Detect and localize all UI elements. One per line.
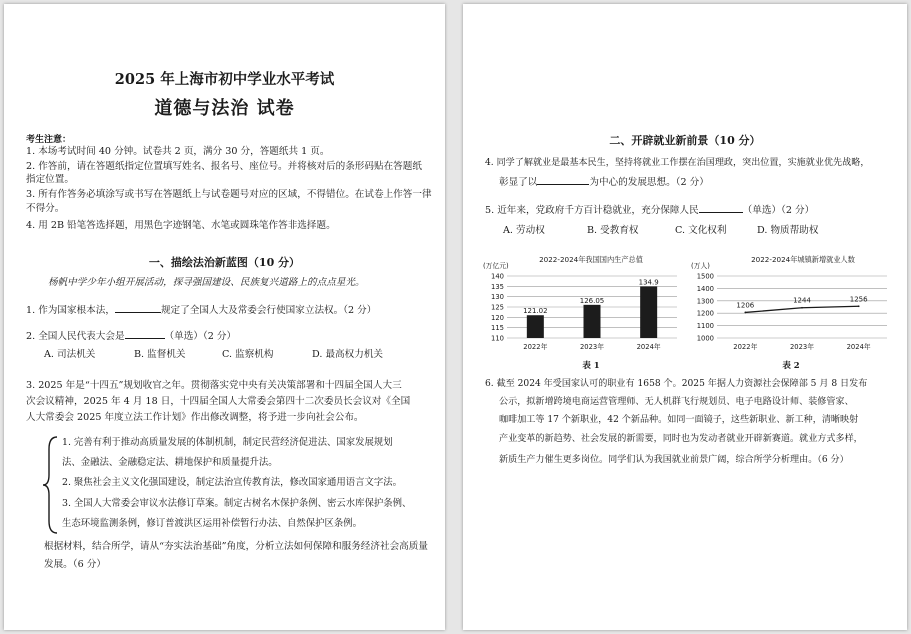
question-6-line-4: 产业变革的新趋势、社会发展的新需要，同时也为发动者就业开辟新赛道。就业方式多样， (499, 434, 863, 444)
c1-ytick-label: 115 (491, 324, 504, 333)
c2-ytick-label: 1400 (696, 284, 714, 293)
question-4-line-2 (499, 175, 709, 189)
c1-bar (584, 305, 601, 338)
c1-bar (527, 315, 544, 338)
question-6-line-3: 咖啡加工等 17 个新职业，42 个新品种。如同一面镜子，这些新职业、新工种，清晰映射 (499, 415, 859, 425)
question-2-option-b: B. 监督机关 (134, 349, 186, 360)
notice-line-1: 1. 本场考试时间 40 分钟。试卷共 2 页，满分 30 分，答题纸共 1 页。 (26, 146, 330, 157)
exam-page-right (463, 4, 907, 630)
question-4-prefix: 彰显了以 (499, 177, 538, 188)
chart-2-ylabel: (万人) (691, 262, 710, 270)
question-5-option-d: D. 物质帮助权 (757, 225, 819, 236)
question-5-option-c: C. 文化权利 (675, 225, 727, 236)
question-2-option-d: D. 最高权力机关 (312, 349, 384, 360)
c2-ytick-label: 1200 (696, 309, 714, 318)
question-4-line-1: 4. 同学了解就业是最基本民生，坚持将就业工作摆在治国理政，突出位置，实施就业优先战略， (485, 158, 870, 168)
c2-point (858, 305, 860, 307)
question-1-blank[interactable] (115, 303, 161, 313)
question-2 (26, 329, 236, 343)
chart-1-gdp-bar (481, 252, 681, 356)
question-6-line-1: 6. 截至 2024 年受国家认可的职业有 1658 个。2025 年据人力资源社会保障部 5 月 8 日发布 (485, 379, 868, 389)
curly-brace-icon (42, 435, 60, 535)
c2-ytick-label: 1000 (696, 334, 714, 343)
chart-1-ylabel: (万亿元) (483, 262, 509, 270)
question-3-prompt-line-1: 根据材料，结合所学，请从“夯实法治基础”角度，分析立法如何保障和服务经济社会高质量 (44, 541, 428, 552)
question-5-suffix: （单选）（2 分） (742, 205, 815, 216)
question-3-bullet-1-cont: 法、金融法、金融稳定法、耕地保护和质量提升法。 (62, 457, 278, 468)
question-3-line-2: 次会议精神，2025 年 4 月 18 日，十四届全国人大常委会第四十二次委员长会议对《全国 (26, 396, 411, 407)
chart-2-title: 2022-2024年城镇新增就业人数 (751, 255, 855, 264)
exam-title-line1: 2025 年上海市初中学业水平考试 (114, 71, 335, 88)
question-2-option-a: A. 司法机关 (44, 349, 96, 360)
question-6-line-2: 公示，拟新增跨境电商运营管理师、无人机群飞行规划员、电子电路设计师、装修管家、 (499, 397, 854, 407)
c1-value-label: 121.02 (523, 307, 548, 316)
c2-point (801, 307, 803, 309)
c1-xtick-label: 2024年 (636, 343, 661, 351)
question-5 (485, 203, 814, 217)
question-3-bullet-1: 1. 完善有利于推动高质量发展的体制机制，制定民营经济促进法、国家发展规划 (62, 437, 393, 448)
exam-title-line2: 道德与法治 试卷 (154, 98, 295, 119)
question-3-line-3: 人大常委会 2025 年度立法工作计划》作出修改调整，将予进一步向社会公布。 (26, 412, 364, 423)
section-1-intro: 杨帆中学少年小组开展活动，探寻强国建设、民族复兴道路上的点点星光。 (48, 277, 365, 288)
section-2-title: 二、开辟就业新前景（10 分） (609, 134, 761, 147)
question-1 (26, 303, 376, 317)
question-4-blank[interactable] (537, 175, 589, 185)
c1-ytick-label: 135 (491, 282, 504, 291)
chart-1-caption: 表 1 (582, 361, 600, 371)
c1-ytick-label: 110 (491, 334, 504, 343)
exam-page-left (4, 4, 445, 630)
question-2-option-c: C. 监察机构 (222, 349, 274, 360)
c1-ytick-label: 140 (491, 272, 504, 281)
question-2-blank[interactable] (125, 329, 165, 339)
c2-point (744, 312, 746, 314)
section-1-title: 一、描绘法治新蓝图（10 分） (148, 256, 301, 269)
c2-xtick-label: 2023年 (789, 343, 815, 351)
c1-ytick-label: 130 (491, 293, 504, 302)
chart-1-title: 2022-2024年我国国内生产总值 (539, 255, 643, 264)
question-3-bullet-3-cont: 生态环境监测条例，修订普渡洪区运用补偿暂行办法、自然保护区条例。 (62, 518, 363, 529)
c2-ytick-label: 1500 (696, 272, 714, 281)
question-2-suffix: （单选）（2 分） (164, 331, 237, 342)
question-2-prefix: 2. 全国人民代表大会是 (26, 331, 125, 342)
question-1-suffix: 规定了全国人大及常委会行使国家立法权。（2 分） (160, 305, 377, 316)
chart-1-container (481, 252, 681, 356)
c1-xtick-label: 2023年 (579, 343, 605, 351)
question-5-option-b: B. 受教育权 (587, 225, 639, 236)
c2-ytick-label: 1300 (696, 297, 714, 306)
notice-heading: 考生注意： (26, 135, 72, 145)
c2-xtick-label: 2024年 (846, 343, 871, 351)
question-5-blank[interactable] (699, 203, 743, 213)
question-6-line-5: 新质生产力催生更多岗位。同学们认为我国就业前景广阔，综合所学分析理由。（6 分） (499, 455, 849, 465)
c1-value-label: 126.05 (579, 296, 605, 305)
chart-2-container (691, 252, 891, 356)
c2-value-label: 1256 (849, 295, 868, 304)
question-3-bullet-2: 2. 聚焦社会主义文化强国建设，制定法治宣传教育法，修改国家通用语言文字法。 (62, 477, 403, 488)
c2-xtick-label: 2022年 (733, 343, 758, 351)
question-4-suffix: 为中心的发展思想。（2 分） (589, 177, 709, 188)
notice-line-6: 4. 用 2B 铅笔答选择题，用黑色字迹钢笔、水笔或圆珠笔作答非选择题。 (26, 220, 336, 231)
notice-line-2: 2. 作答前，请在答题纸指定位置填写姓名、报名号、座位号。并将核对后的条形码贴在答题纸 (26, 161, 422, 172)
c1-ytick-label: 120 (491, 313, 504, 322)
c1-value-label: 134.9 (638, 278, 659, 287)
question-1-prefix: 1. 作为国家根本法， (26, 305, 115, 316)
chart-2-caption: 表 2 (782, 361, 800, 371)
notice-line-5: 不得分。 (26, 203, 65, 214)
notice-line-3: 指定位置。 (26, 174, 74, 185)
question-3-bullet-3: 3. 全国人大常委会审议水法修订草案。制定古树名木保护条例、密云水库保护条例、 (62, 498, 412, 509)
notice-line-4: 3. 所有作答务必填涂写或书写在答题纸上与试卷题号对应的区域，不得错位。在试卷上作答一律 (26, 189, 432, 200)
question-5-option-a: A. 劳动权 (503, 225, 545, 236)
c1-bar (640, 287, 657, 338)
c2-value-label: 1244 (793, 296, 811, 305)
question-3-prompt-line-2: 发展。（6 分） (44, 559, 106, 570)
c1-ytick-label: 125 (491, 303, 504, 312)
question-3-line-1: 3. 2025 年是“十四五”规划收官之年。贯彻落实党中央有关决策部署和十四届全国人大三 (26, 380, 402, 391)
question-5-prefix: 5. 近年来，党政府千方百计稳就业，充分保障人民 (485, 205, 699, 216)
c2-ytick-label: 1100 (696, 322, 714, 331)
c2-value-label: 1206 (736, 301, 755, 310)
c1-xtick-label: 2022年 (523, 343, 548, 351)
chart-2-employment-line (691, 252, 891, 356)
